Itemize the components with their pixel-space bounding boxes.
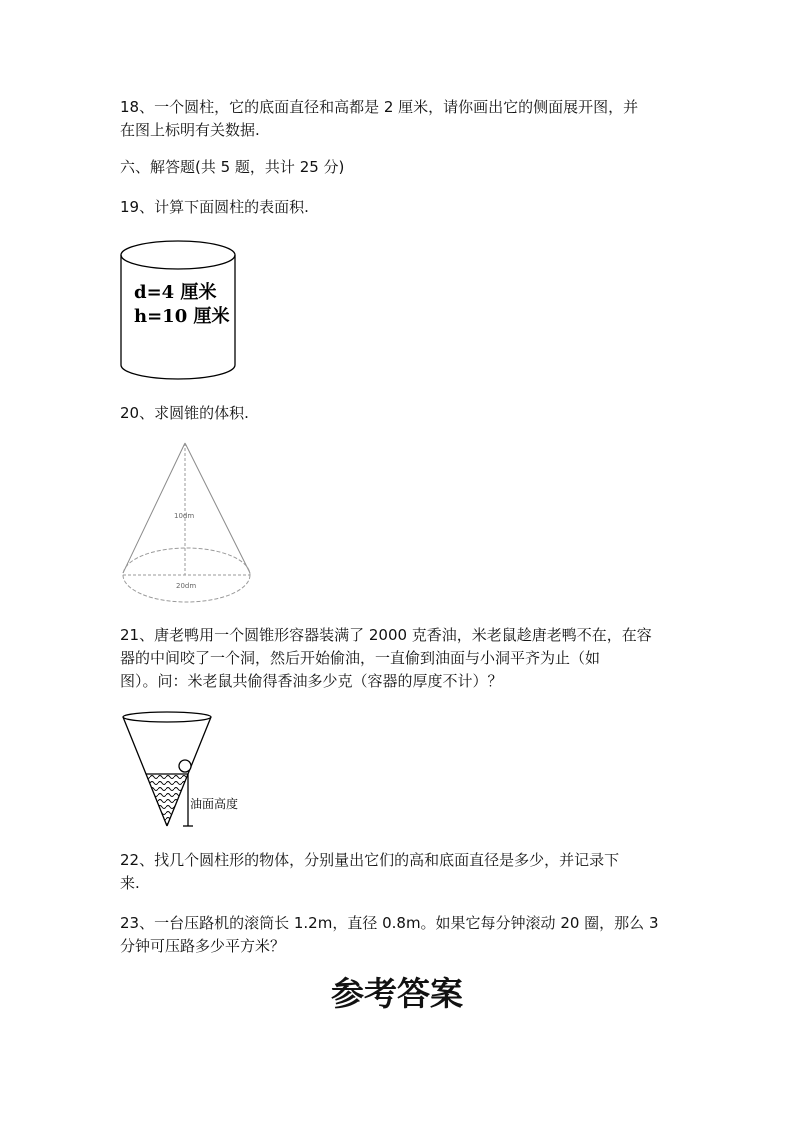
q21-line2: 器的中间咬了一个洞，然后开始偷油，一直偷到油面与小洞平齐为止（如 — [120, 649, 601, 667]
cone-height-label: 10dm — [174, 512, 195, 520]
q22-line2: 来. — [120, 874, 140, 892]
q22-line1: 22、找几个圆柱形的物体，分别量出它们的高和底面直径是多少，并记录下 — [120, 851, 620, 869]
oil-height-label: 油面高度 — [190, 797, 239, 811]
q20-text: 20、求圆锥的体积. — [120, 404, 249, 422]
cone-figure — [118, 438, 258, 608]
cone-diameter-label: 20dm — [176, 582, 197, 590]
q23-line2: 分钟可压路多少平方米？ — [120, 937, 286, 955]
q18-line1: 18、一个圆柱，它的底面直径和高都是 2 厘米，请你画出它的侧面展开图，并 — [120, 98, 639, 116]
section-heading: 六、解答题(共 5 题，共计 25 分) — [120, 158, 345, 176]
q19-text: 19、计算下面圆柱的表面积. — [120, 198, 309, 216]
q18-line2: 在图上标明有关数据. — [120, 121, 260, 139]
q21-line3: 图）。问：米老鼠共偷得香油多少克（容器的厚度不计）？ — [120, 672, 503, 690]
q21-line1: 21、唐老鸭用一个圆锥形容器装满了 2000 克香油，米老鼠趁唐老鸭不在，在容 — [120, 626, 652, 644]
cylinder-figure — [118, 237, 243, 385]
oil-cone-figure — [118, 708, 258, 838]
cylinder-diameter-label: d=4 厘米 — [134, 282, 217, 303]
answers-title: 参考答案 — [331, 974, 463, 1013]
q23-line1: 23、一台压路机的滚筒长 1.2m，直径 0.8m。如果它每分钟滚动 20 圈，那么 3 — [120, 914, 659, 932]
cylinder-height-label: h=10 厘米 — [134, 306, 230, 327]
